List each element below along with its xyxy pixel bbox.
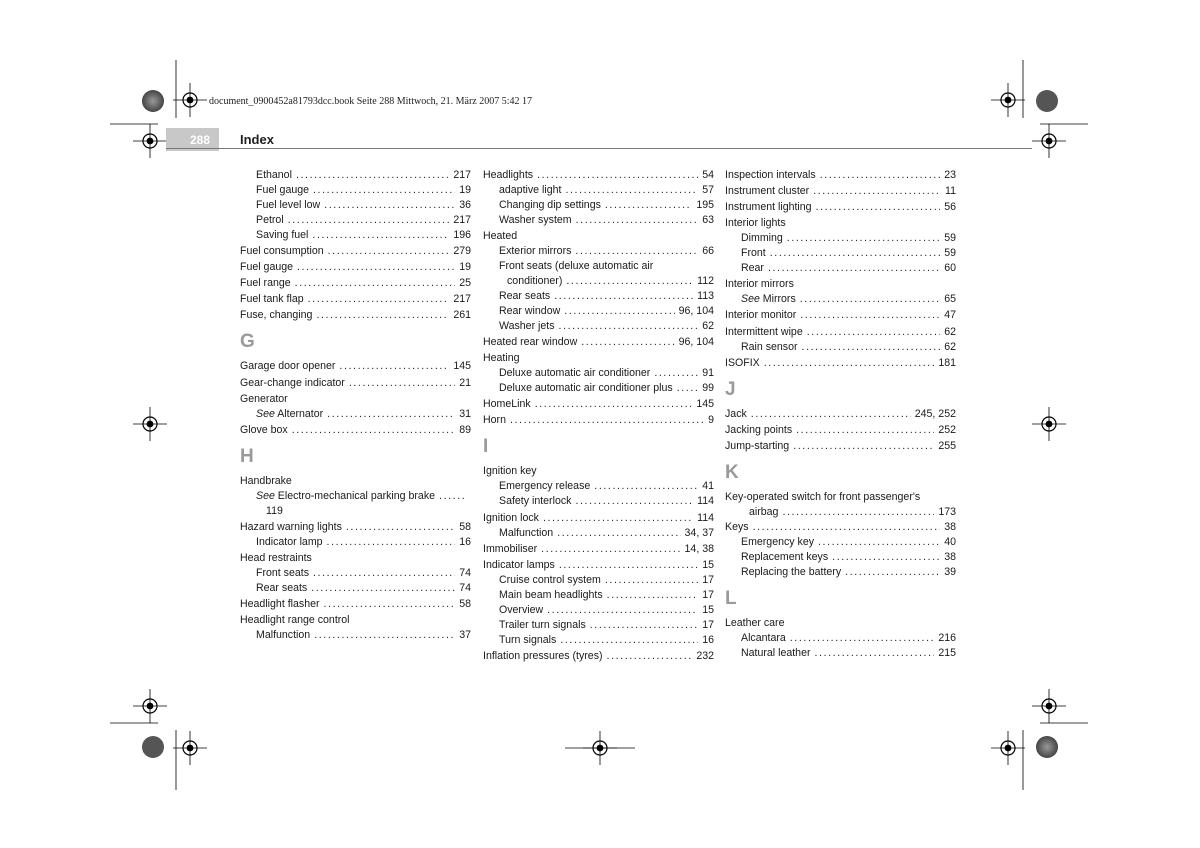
index-entry: Heated rear window ..... 96, 104 bbox=[483, 335, 714, 350]
index-entry: Jacking points ..... 252 bbox=[725, 423, 956, 438]
page-title: Index bbox=[240, 132, 274, 147]
index-entry: Key-operated switch for front passenger's bbox=[725, 490, 921, 503]
index-entry: Fuel range ..... 25 bbox=[240, 276, 471, 291]
page-number: 288 bbox=[190, 133, 211, 147]
index-entry: Replacement keys ..... 38 bbox=[725, 550, 956, 565]
section-letter: I bbox=[483, 436, 489, 458]
index-heading: Leather care bbox=[725, 616, 785, 629]
index-entry: Immobiliser ..... 14, 38 bbox=[483, 542, 714, 557]
index-entry: Washer system ..... 63 bbox=[483, 213, 714, 228]
index-entry: See Alternator ..... 31 bbox=[240, 407, 471, 422]
section-letter: J bbox=[725, 378, 736, 400]
index-entry: See Electro-mechanical parking brake ..... bbox=[240, 489, 471, 504]
index-heading: Interior mirrors bbox=[725, 278, 794, 291]
color-target-icon bbox=[142, 736, 164, 758]
index-entry: Deluxe automatic air conditioner ..... 91 bbox=[483, 366, 714, 381]
index-entry: Ethanol ..... 217 bbox=[240, 168, 471, 183]
index-entry: Fuel level low ..... 36 bbox=[240, 198, 471, 213]
index-entry: Ignition lock ..... 114 bbox=[483, 511, 714, 526]
index-entry: Trailer turn signals ..... 17 bbox=[483, 618, 714, 633]
section-letter: H bbox=[240, 445, 254, 467]
index-heading: Interior lights bbox=[725, 217, 786, 230]
index-entry: Indicator lamps ..... 15 bbox=[483, 558, 714, 573]
index-entry: See Mirrors ..... 65 bbox=[725, 292, 956, 307]
index-entry: Front ..... 59 bbox=[725, 246, 956, 261]
index-column-3 bbox=[725, 168, 956, 661]
index-entry: Saving fuel ..... 196 bbox=[240, 228, 471, 243]
index-entry: Main beam headlights ..... 17 bbox=[483, 588, 714, 603]
index-entry: Overview ..... 15 bbox=[483, 603, 714, 618]
index-entry: Petrol ..... 217 bbox=[240, 213, 471, 228]
color-target-icon bbox=[1036, 90, 1058, 112]
index-entry: Front seats (deluxe automatic air bbox=[499, 260, 654, 273]
color-target-icon bbox=[142, 90, 164, 112]
registration-mark-icon bbox=[173, 731, 207, 765]
registration-mark-icon bbox=[991, 83, 1025, 117]
registration-mark-icon bbox=[1032, 689, 1066, 723]
index-entry: Replacing the battery ..... 39 bbox=[725, 565, 956, 580]
index-entry: ISOFIX ..... 181 bbox=[725, 356, 956, 371]
index-heading: Head restraints bbox=[240, 551, 312, 564]
registration-mark-icon bbox=[991, 731, 1025, 765]
index-entry: Deluxe automatic air conditioner plus ..... 99 bbox=[483, 381, 714, 396]
index-entry: Fuse, changing ..... 261 bbox=[240, 308, 471, 323]
registration-mark-icon bbox=[133, 689, 167, 723]
index-entry: Fuel tank flap ..... 217 bbox=[240, 292, 471, 307]
index-entry: Malfunction ..... 34, 37 bbox=[483, 526, 714, 541]
index-entry: Emergency key ..... 40 bbox=[725, 535, 956, 550]
index-entry: Emergency release ..... 41 bbox=[483, 479, 714, 494]
registration-mark-icon bbox=[133, 124, 167, 158]
index-entry: Fuel gauge ..... 19 bbox=[240, 183, 471, 198]
index-entry: Gear-change indicator ..... 21 bbox=[240, 376, 471, 391]
index-entry: Instrument lighting ..... 56 bbox=[725, 200, 956, 215]
index-heading: Headlight range control bbox=[240, 614, 350, 627]
index-entry: Headlights ..... 54 bbox=[483, 168, 714, 183]
registration-mark-icon bbox=[133, 407, 167, 441]
index-entry: Rear ..... 60 bbox=[725, 261, 956, 276]
index-entry: HomeLink ..... 145 bbox=[483, 397, 714, 412]
index-entry: Rear seats ..... 113 bbox=[483, 289, 714, 304]
index-heading: Handbrake bbox=[240, 474, 292, 487]
index-entry: Hazard warning lights ..... 58 bbox=[240, 520, 471, 535]
section-letter: L bbox=[725, 587, 737, 609]
index-entry: Dimming ..... 59 bbox=[725, 231, 956, 246]
index-heading: Generator bbox=[240, 392, 288, 405]
index-entry: Fuel consumption ..... 279 bbox=[240, 244, 471, 259]
index-entry-continuation: conditioner) ..... 112 bbox=[483, 274, 714, 289]
print-slug: document_0900452a81793dcc.book Seite 288 Mittwoch, 21. März 2007 5:42 17 bbox=[209, 96, 533, 107]
index-column-2 bbox=[483, 168, 714, 664]
index-entry: Headlight flasher ..... 58 bbox=[240, 597, 471, 612]
section-letter: K bbox=[725, 461, 739, 483]
index-entry: Intermittent wipe ..... 62 bbox=[725, 325, 956, 340]
index-entry: Front seats ..... 74 bbox=[240, 566, 471, 581]
index-heading: Heated bbox=[483, 230, 518, 243]
index-entry: Glove box ..... 89 bbox=[240, 423, 471, 438]
registration-mark-icon bbox=[1032, 407, 1066, 441]
index-entry: Natural leather ..... 215 bbox=[725, 646, 956, 661]
index-entry: Malfunction ..... 37 bbox=[240, 628, 471, 643]
index-entry: Jack ..... 245, 252 bbox=[725, 407, 956, 422]
index-entry: Interior monitor ..... 47 bbox=[725, 308, 956, 323]
index-entry: Rear window ..... 96, 104 bbox=[483, 304, 714, 319]
index-entry: Indicator lamp ..... 16 bbox=[240, 535, 471, 550]
index-entry: Garage door opener ..... 145 bbox=[240, 359, 471, 374]
index-entry: Safety interlock ..... 114 bbox=[483, 494, 714, 509]
section-letter: G bbox=[240, 331, 255, 353]
index-entry: Changing dip settings ..... 195 bbox=[483, 198, 714, 213]
index-entry-continuation: airbag ..... 173 bbox=[725, 505, 956, 520]
index-entry: Rear seats ..... 74 bbox=[240, 581, 471, 596]
index-entry: Turn signals ..... 16 bbox=[483, 633, 714, 648]
index-entry: Keys ..... 38 bbox=[725, 520, 956, 535]
index-entry: Rain sensor ..... 62 bbox=[725, 340, 956, 355]
color-target-icon bbox=[1036, 736, 1058, 758]
index-entry: Jump-starting ..... 255 bbox=[725, 439, 956, 454]
index-entry: Cruise control system ..... 17 bbox=[483, 573, 714, 588]
index-entry: Alcantara ..... 216 bbox=[725, 631, 956, 646]
index-heading: Ignition key bbox=[483, 465, 537, 478]
index-column-1 bbox=[240, 168, 471, 643]
index-entry: Inflation pressures (tyres) ..... 232 bbox=[483, 649, 714, 664]
index-entry: Washer jets ..... 62 bbox=[483, 319, 714, 334]
index-heading: Heating bbox=[483, 352, 520, 365]
index-entry: adaptive light ..... 57 bbox=[483, 183, 714, 198]
index-entry-continuation: 119 bbox=[266, 504, 283, 517]
index-entry: Fuel gauge ..... 19 bbox=[240, 260, 471, 275]
registration-mark-icon bbox=[1032, 124, 1066, 158]
index-entry: Exterior mirrors ..... 66 bbox=[483, 244, 714, 259]
header-rule bbox=[166, 148, 1032, 149]
index-entry: Horn ..... 9 bbox=[483, 413, 714, 428]
registration-mark-icon bbox=[173, 83, 207, 117]
index-entry: Instrument cluster ..... 11 bbox=[725, 184, 956, 199]
index-entry: Inspection intervals ..... 23 bbox=[725, 168, 956, 183]
